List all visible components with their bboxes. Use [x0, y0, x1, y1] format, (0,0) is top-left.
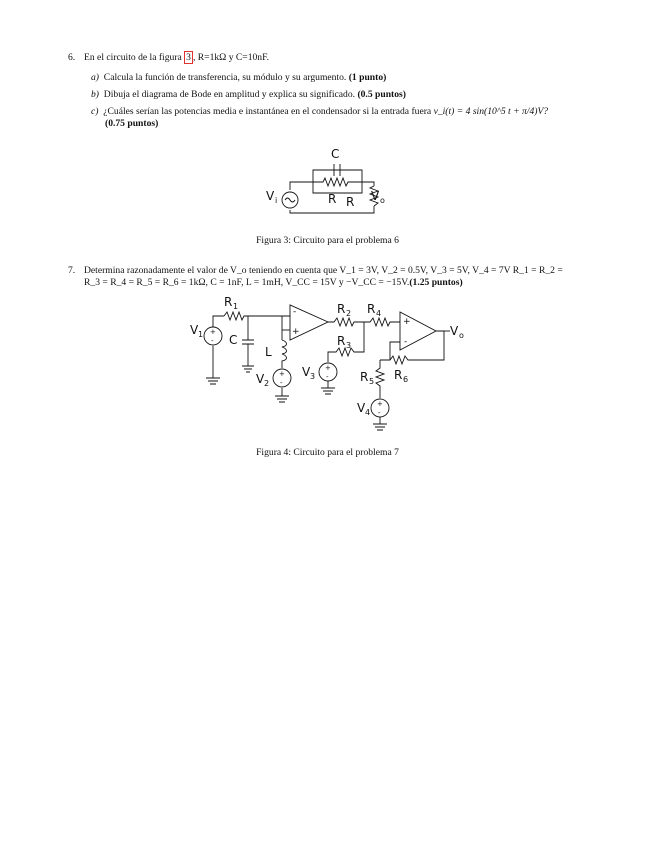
label-r4: R — [367, 302, 376, 316]
label-vo-sub: o — [459, 331, 464, 340]
v2-plus: + — [279, 370, 285, 378]
label-vo: V — [450, 324, 459, 338]
label-r6: R — [394, 368, 403, 382]
v4-plus: + — [377, 400, 383, 408]
label-vi: V — [266, 189, 275, 203]
label-r1-sub: 1 — [233, 302, 239, 311]
label-r3: R — [337, 334, 346, 348]
opamp1-minus: - — [293, 307, 297, 317]
problem-6-params: , R=1kΩ y C=10nF. — [192, 52, 270, 63]
item-points: (1 punto) — [348, 72, 387, 83]
label-v2-sub: 2 — [264, 379, 270, 388]
problem-6-number: 6. — [68, 52, 76, 63]
label-r4-sub: 4 — [376, 309, 382, 318]
opamp1-plus: + — [292, 327, 300, 337]
v3-plus: + — [325, 364, 331, 372]
label-v1-sub: 1 — [198, 330, 204, 339]
label-vo: V — [371, 189, 380, 203]
label-c: C — [229, 333, 238, 347]
item-label: c) — [91, 106, 99, 117]
item-text: Dibuja el diagrama de Bode en amplitud y explica su significado. — [103, 89, 356, 100]
label-v3-sub: 3 — [310, 372, 316, 381]
problem-7-text-1: Determina razonadamente el valor de V_o teniendo en cuenta que V_1 = 3V, V_2 = 0.5V, V_3 = 5V, V_4 = 7V R_1 = R_2 = — [84, 265, 563, 276]
label-r2: R — [337, 302, 346, 316]
opamp2-minus: - — [404, 337, 408, 347]
problem-6-intro: En el circuito de la figura — [84, 52, 182, 63]
label-r1: R — [224, 295, 233, 309]
figure-4-caption: Figura 4: Circuito para el problema 7 — [256, 447, 399, 458]
item-text: ¿Cuáles serían las potencias media e instantánea en el condensador si la entrada fuera — [103, 106, 432, 117]
label-v2: V — [256, 372, 265, 386]
label-r2: R — [346, 195, 355, 209]
label-r5: R — [360, 370, 369, 384]
problem-7-number: 7. — [68, 265, 76, 276]
item-text: Calcula la función de transferencia, su módulo y su argumento. — [103, 72, 347, 83]
item-points: (0.5 puntos) — [357, 89, 406, 100]
label-r5-sub: 5 — [369, 377, 375, 386]
label-v4: V — [357, 401, 366, 415]
item-formula: v_i(t) = 4 sin(10^5 t + π/4)V? — [433, 106, 549, 117]
label-r3-sub: 3 — [346, 341, 352, 350]
label-r6-sub: 6 — [403, 375, 409, 384]
label-v1: V — [190, 323, 199, 337]
opamp2-plus: + — [403, 317, 411, 327]
label-vo-sub: o — [380, 196, 385, 205]
figure-3-reference-link[interactable]: 3 — [186, 52, 191, 63]
label-vi-sub: i — [275, 196, 278, 205]
problem-7-points: (1.25 puntos) — [409, 277, 463, 288]
item-points: (0.75 puntos) — [105, 118, 159, 129]
item-label: a) — [91, 72, 99, 83]
label-c: C — [331, 147, 340, 161]
label-v3: V — [302, 365, 311, 379]
v3-minus: - — [326, 373, 329, 381]
item-label: b) — [91, 89, 99, 100]
label-r2-sub: 2 — [346, 309, 352, 318]
v1-minus: - — [211, 337, 214, 345]
label-v4-sub: 4 — [365, 408, 371, 417]
v2-minus: - — [280, 379, 283, 387]
figure-3-caption: Figura 3: Circuito para el problema 6 — [256, 235, 399, 246]
v1-plus: + — [210, 328, 216, 336]
label-r1: R — [328, 192, 337, 206]
v4-minus: - — [378, 409, 381, 417]
label-l: L — [265, 345, 272, 359]
problem-7-text-2: R_3 = R_4 = R_5 = R_6 = 1kΩ, C = 1nF, L = 1mH, V_CC = 15V y −V_CC = −15V. — [84, 277, 410, 288]
